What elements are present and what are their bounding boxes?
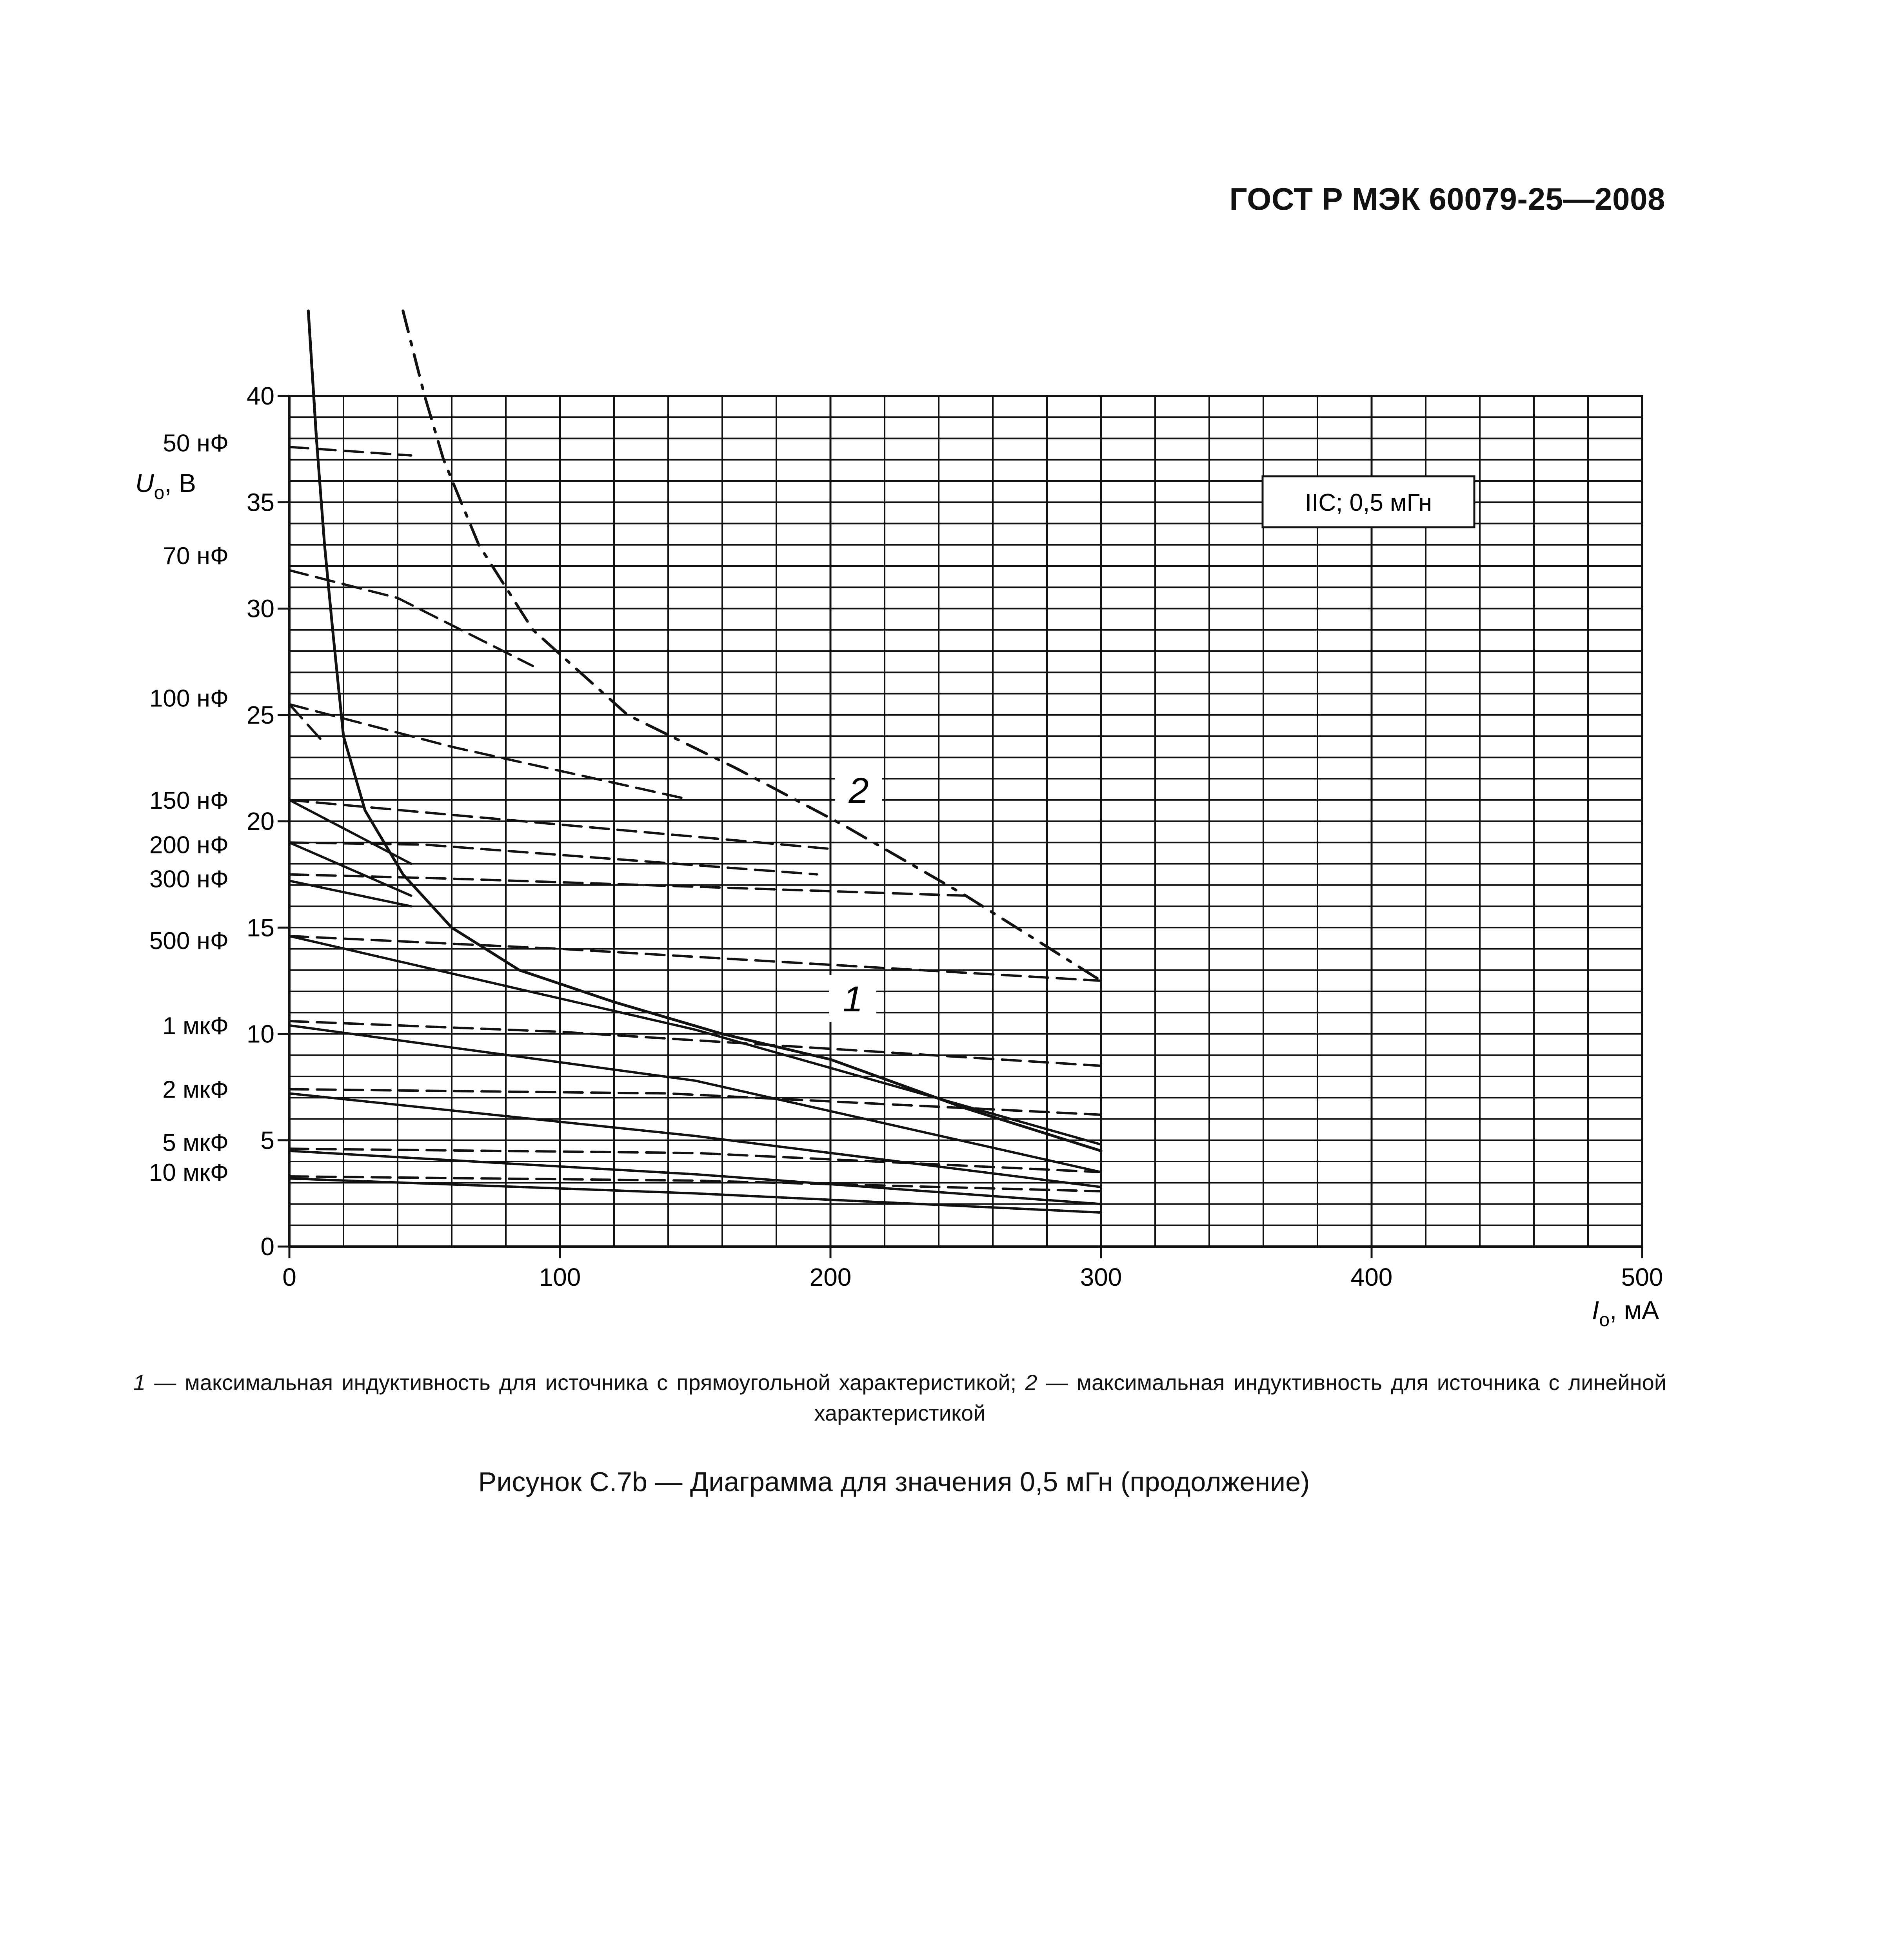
series-line-1 — [308, 311, 1101, 1151]
capacitance-label: 1 мкФ — [162, 1012, 229, 1040]
svg-text:2: 2 — [849, 771, 869, 811]
x-tick-label: 200 — [809, 1263, 852, 1291]
capacitance-label: 70 нФ — [163, 542, 229, 570]
y-tick-label: 20 — [246, 807, 274, 835]
x-tick-label: 0 — [282, 1263, 296, 1291]
y-tick-label: 15 — [246, 913, 274, 942]
y-tick-label: 30 — [246, 594, 274, 623]
x-tick-label: 300 — [1080, 1263, 1122, 1291]
figure-title: Рисунок С.7b — Диаграмма для значения 0,5 мГн (продолжение) — [478, 1466, 1310, 1497]
series-line-2-above-plot — [403, 311, 425, 396]
capacitance-label: 200 нФ — [149, 831, 229, 859]
series-line-c14 — [289, 800, 411, 864]
capacitance-label: 150 нФ — [149, 787, 229, 814]
caption-item-1-text: — максимальная индуктивность для источника с прямоугольной характеристикой; — [145, 1370, 1025, 1395]
curve-label-2 — [835, 768, 882, 815]
series-line-c2 — [289, 447, 411, 456]
capacitance-labels — [149, 430, 229, 1186]
capacitance-label: 2 мкФ — [162, 1076, 229, 1103]
legend-box — [1263, 476, 1474, 527]
y-tick-label: 0 — [260, 1232, 274, 1261]
curve-label-1 — [829, 975, 876, 1022]
capacitance-label: 5 мкФ — [162, 1129, 229, 1157]
document-id: ГОСТ Р МЭК 60079-25—2008 — [1229, 181, 1665, 216]
y-tick-label: 10 — [246, 1020, 274, 1048]
y-tick-label: 25 — [246, 701, 274, 729]
series-line-c7 — [289, 842, 817, 874]
capacitance-label: 100 нФ — [149, 685, 229, 712]
y-axis-label: $U_o$, В — [135, 468, 196, 503]
series-line-c9 — [289, 936, 1101, 981]
x-tick-label: 400 — [1350, 1263, 1393, 1291]
svg-text:1: 1 — [843, 979, 863, 1019]
plot-series — [289, 311, 1101, 1212]
x-axis-label: $I_o$, мА — [1592, 1296, 1659, 1330]
x-tick-label: 500 — [1621, 1263, 1663, 1291]
capacitance-label: 300 нФ — [149, 866, 229, 893]
caption-item-2-text: — максимальная индуктивность для источника с линейной характеристикой — [814, 1370, 1667, 1425]
capacitance-label: 10 мкФ — [149, 1159, 229, 1187]
series-line-c12 — [289, 1149, 1101, 1172]
y-axis — [247, 382, 289, 1261]
x-axis — [282, 1247, 1663, 1291]
caption-item-1-number: 1 — [133, 1370, 146, 1395]
y-tick-label: 40 — [246, 382, 274, 410]
series-line-2 — [403, 311, 1101, 981]
caption-item-2-number: 2 — [1025, 1370, 1038, 1395]
series-line-c10 — [289, 1021, 1101, 1066]
series-line-c15 — [289, 842, 411, 896]
capacitance-label: 50 нФ — [163, 430, 229, 457]
x-tick-label: 100 — [539, 1263, 581, 1291]
y-tick-label: 35 — [246, 488, 274, 517]
capacitance-label: 500 нФ — [149, 927, 229, 955]
figure-caption — [133, 1367, 1666, 1428]
svg-text:IIC; 0,5 мГн: IIC; 0,5 мГн — [1305, 489, 1432, 516]
series-line-1-above-plot — [308, 311, 316, 439]
y-tick-label: 5 — [260, 1126, 274, 1154]
